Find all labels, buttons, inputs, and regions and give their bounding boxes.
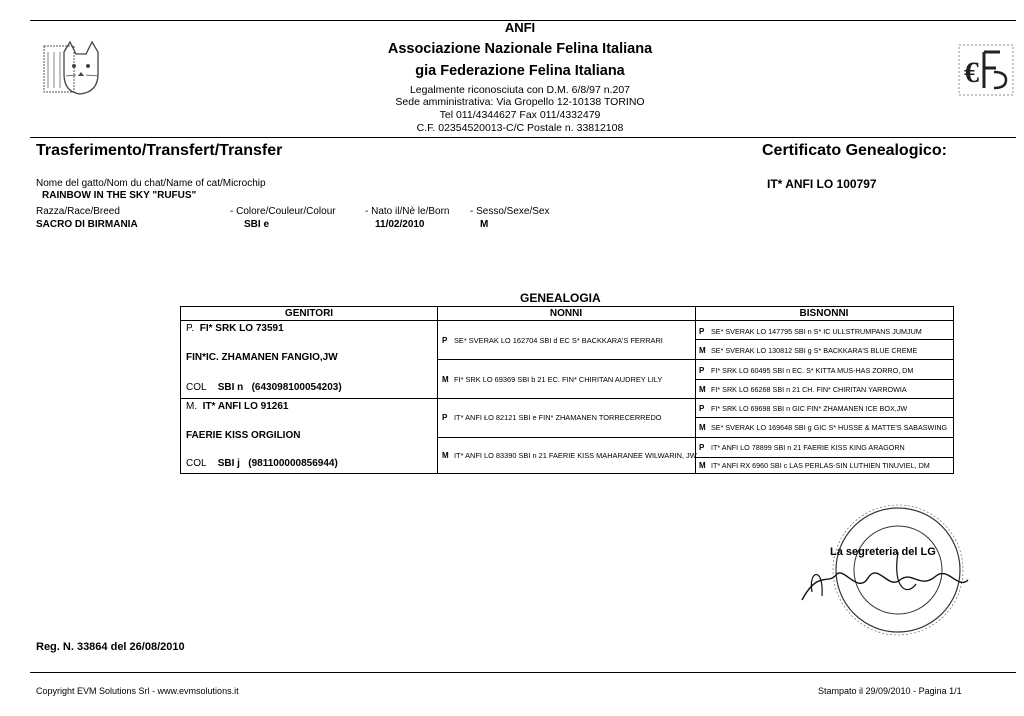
grandparent-row [442, 452, 698, 460]
great-grandparent-row [699, 367, 913, 375]
copyright: Copyright EVM Solutions Srl - www.evmsolutions.it [36, 686, 239, 696]
colour-value: SBI e [244, 219, 270, 230]
grandparent-text: SE* SVERAK LO 162704 SBI d EC S* BACKKARA'S FERRARI [454, 336, 663, 345]
grandparent-text: FI* SRK LO 69369 SBI b 21 EC. FIN* CHIRITAN AUDREY LILY [454, 375, 663, 384]
genealogy-title: GENEALOGIA [520, 291, 601, 305]
header-line-3: Tel 011/4344627 Fax 011/4332479 [439, 109, 601, 121]
registration-number: Reg. N. 33864 del 26/08/2010 [36, 641, 185, 653]
grandparent-row [442, 414, 662, 422]
mother-chip: (981100000856944) [248, 458, 338, 469]
cat-name-label: Nome del gatto/Nom du chat/Name of cat/Microchip [36, 178, 266, 189]
header-rule [181, 320, 953, 321]
grandparent-divider [437, 359, 953, 360]
mother-tag: M. [186, 401, 198, 412]
great-grandparent-text: FI* SRK LO 60495 SBI n EC. S* KITTA MUS-HAS ZORRO, DM [711, 366, 914, 375]
printed-info: Stampato il 29/09/2010 - Pagina 1/1 [818, 686, 962, 696]
grandparent-row [442, 337, 663, 345]
ggp-divider [695, 379, 953, 380]
grandparent-row [442, 376, 662, 384]
official-stamp [788, 500, 978, 650]
ggp-divider [695, 457, 953, 458]
grandparent-tag: M [442, 375, 449, 384]
cat-name: RAINBOW IN THE SKY "RUFUS" [42, 190, 197, 201]
footer-rule [30, 672, 1016, 673]
father-reg: FI* SRK LO 73591 [199, 323, 284, 334]
header-genitori: GENITORI [284, 308, 334, 319]
great-grandparent-row [699, 405, 907, 413]
great-grandparent-tag: P [699, 443, 705, 452]
great-grandparent-row [699, 424, 947, 432]
great-grandparent-text: IT* ANFI LO 78899 SBI n 21 FAERIE KISS KING ARAGORN [711, 443, 905, 452]
parent-divider [181, 398, 953, 399]
grandparent-divider [437, 437, 953, 438]
org-short-name: ANFI [504, 20, 536, 35]
org-former-name: gia Federazione Felina Italiana [415, 63, 625, 79]
header-nonni: NONNI [549, 308, 583, 319]
mother-reg-line [186, 402, 288, 412]
father-chip: (643098100054203) [251, 382, 342, 393]
colour-label: - Colore/Couleur/Colour [230, 206, 336, 217]
great-grandparent-tag: P [699, 327, 705, 336]
cat-logo-icon [42, 38, 102, 98]
sex-value: M [480, 219, 489, 230]
great-grandparent-tag: M [699, 423, 706, 432]
great-grandparent-tag: P [699, 366, 705, 375]
father-name: FIN*IC. ZHAMANEN FANGIO,JW [186, 352, 338, 363]
great-grandparent-tag: M [699, 461, 706, 470]
sex-label: - Sesso/Sexe/Sex [470, 206, 550, 217]
grandparent-text: IT* ANFI LO 83390 SBI n 21 FAERIE KISS MAHARANEE WILWARIN, JW. [454, 451, 699, 460]
great-grandparent-tag: P [699, 404, 705, 413]
col-divider [695, 307, 696, 473]
great-grandparent-row [699, 444, 905, 452]
great-grandparent-tag: M [699, 346, 706, 355]
father-col-label: COL [186, 382, 207, 393]
grandparent-tag: P [442, 413, 448, 422]
grandparent-tag: P [442, 336, 448, 345]
great-grandparent-text: FI* SRK LO 69698 SBI n GIC FIN* ZHAMANEN ICE BOX,JW [711, 404, 908, 413]
genealogy-table [180, 306, 954, 474]
great-grandparent-tag: M [699, 385, 706, 394]
breed-label: Razza/Race/Breed [36, 206, 120, 217]
mother-reg: IT* ANFI LO 91261 [202, 401, 289, 412]
fife-logo-icon [958, 44, 1014, 96]
great-grandparent-text: SE* SVERAK LO 169648 SBI g GIC S* HUSSE & MATTE'S SABASWING [711, 423, 948, 432]
svg-text:€: € [964, 56, 979, 89]
great-grandparent-row [699, 386, 907, 394]
certificate-title: Certificato Genealogico: [762, 142, 947, 159]
ggp-divider [695, 339, 953, 340]
great-grandparent-row [699, 328, 922, 336]
mother-col-line [186, 459, 338, 469]
born-label: - Nato il/Nè le/Born [365, 206, 450, 217]
great-grandparent-row [699, 347, 917, 355]
father-tag: P. [186, 323, 195, 334]
breed-value: SACRO DI BIRMANIA [36, 219, 138, 230]
mother-name-line [186, 431, 300, 441]
great-grandparent-text: FI* SRK LO 66268 SBI n 21 CH. FIN* CHIRITAN YARROWIA [711, 385, 907, 394]
header-line-2: Sede amministrativa: Via Gropello 12-10138 TORINO [395, 96, 645, 108]
father-reg-line [186, 324, 284, 334]
col-divider [437, 307, 438, 473]
mother-col-label: COL [186, 458, 207, 469]
great-grandparent-text: SE* SVERAK LO 130812 SBI g S* BACKKARA'S BLUE CREME [711, 346, 918, 355]
father-name-line [186, 353, 338, 363]
grandparent-tag: M [442, 451, 449, 460]
header-line-1: Legalmente riconosciuta con D.M. 6/8/97 n.207 [409, 84, 631, 96]
great-grandparent-row [699, 462, 930, 470]
secretary-label: La segreteria del LG [830, 546, 936, 558]
mother-col: SBI j [217, 458, 240, 469]
header-rule [30, 137, 1016, 138]
header-bisnonni: BISNONNI [799, 308, 849, 319]
father-col: SBI n [217, 382, 244, 393]
ggp-divider [695, 417, 953, 418]
mother-name: FAERIE KISS ORGILION [186, 430, 301, 441]
father-col-line [186, 383, 342, 393]
born-value: 11/02/2010 [375, 219, 425, 230]
great-grandparent-text: SE* SVERAK LO 147795 SBI n S* IC ULLSTRUMPANS JUMJUM [711, 327, 922, 336]
great-grandparent-text: IT* ANFI RX 6960 SBI c LAS PERLAS-SIN LUTHIEN TINUVIEL, DM [711, 461, 930, 470]
transfer-title: Trasferimento/Transfert/Transfer [36, 142, 283, 159]
certificate-number: IT* ANFI LO 100797 [767, 177, 877, 191]
header-line-4: C.F. 02354520013-C/C Postale n. 33812108 [416, 122, 624, 134]
grandparent-text: IT* ANFI ŁO 82121 SBI e FIN* ZHAMANEN TORRECERREDO [454, 413, 662, 422]
org-name: Associazione Nazionale Felina Italiana [387, 41, 653, 57]
